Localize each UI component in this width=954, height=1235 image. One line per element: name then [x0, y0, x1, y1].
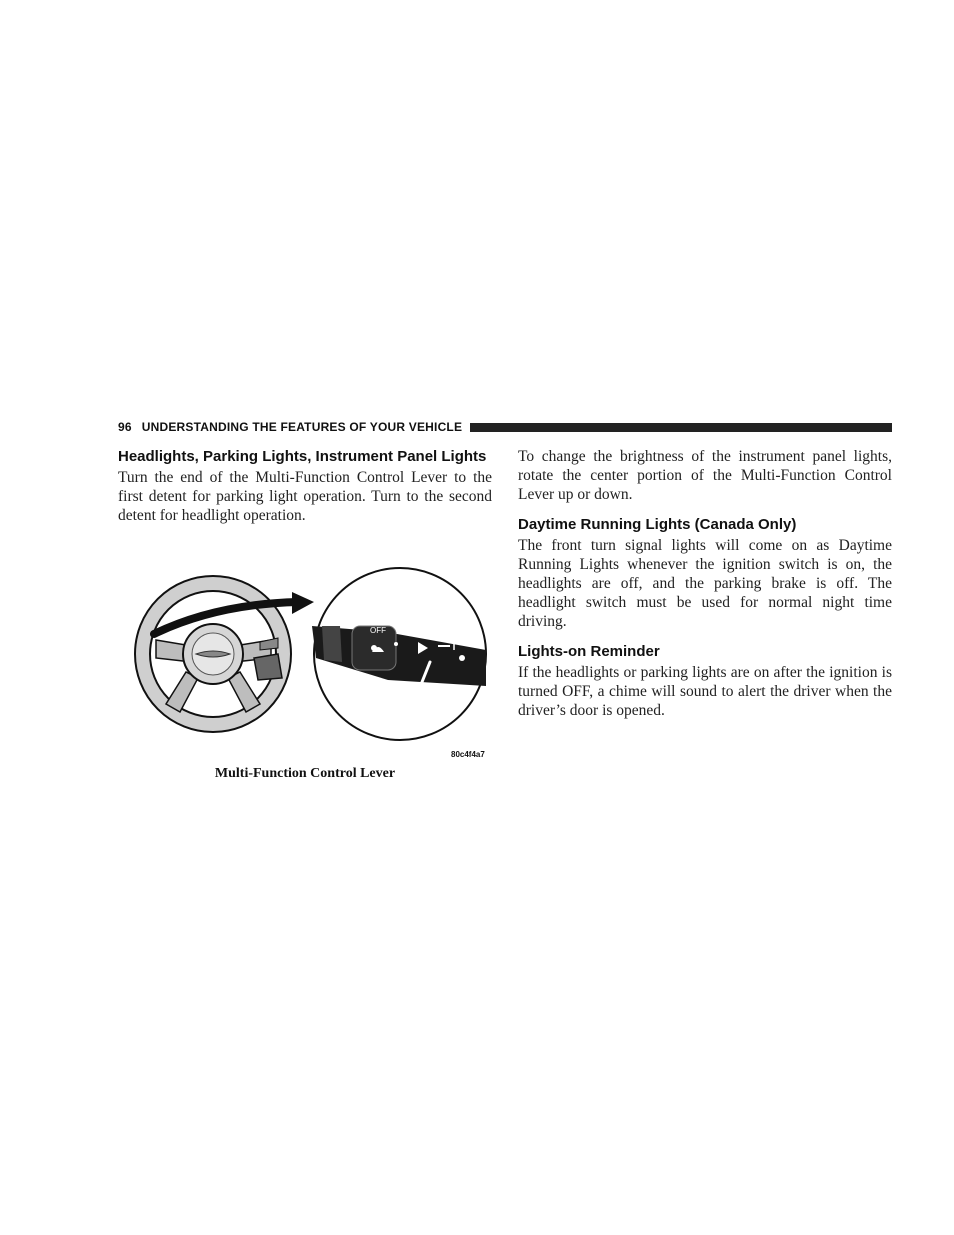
figure-code: 80c4f4a7	[451, 750, 485, 759]
page-header	[118, 419, 892, 435]
header-rule	[470, 423, 892, 432]
section-title: UNDERSTANDING THE FEATURES OF YOUR VEHICLE	[141, 420, 463, 434]
heading-lights-on-reminder: Lights-on Reminder	[518, 643, 660, 661]
lever-off-label: OFF	[370, 626, 386, 635]
page-number: 96	[118, 420, 132, 434]
heading-headlights: Headlights, Parking Lights, Instrument Panel Lights	[118, 448, 487, 465]
heading-daytime-running-lights: Daytime Running Lights (Canada Only)	[518, 516, 797, 534]
paragraph-brightness: To change the brightness of the instrument panel lights, rotate the center portion of the Multi-Function Control Lever up or down.	[518, 448, 892, 503]
multi-function-lever-illustration	[126, 562, 492, 762]
steering-wheel-icon	[135, 576, 291, 732]
paragraph-lights-on-reminder: If the headlights or parking lights are on after the ignition is turned OFF, a chime will sound to alert the driver when the driver’s door is opened.	[518, 664, 892, 719]
lever-closeup	[312, 568, 486, 740]
paragraph-headlights: Turn the end of the Multi-Function Control Lever to the first detent for parking light operation. Turn to the second detent for headlight operation.	[118, 469, 492, 524]
left-column	[118, 448, 492, 525]
paragraph-daytime-running-lights: The front turn signal lights will come on as Daytime Running Lights whenever the ignition switch is on, the headlights are off, and the parking brake is off. The headlight switch must be used for normal night time driving.	[518, 537, 892, 630]
right-column	[518, 448, 892, 721]
figure-caption: Multi-Function Control Lever	[214, 766, 396, 781]
